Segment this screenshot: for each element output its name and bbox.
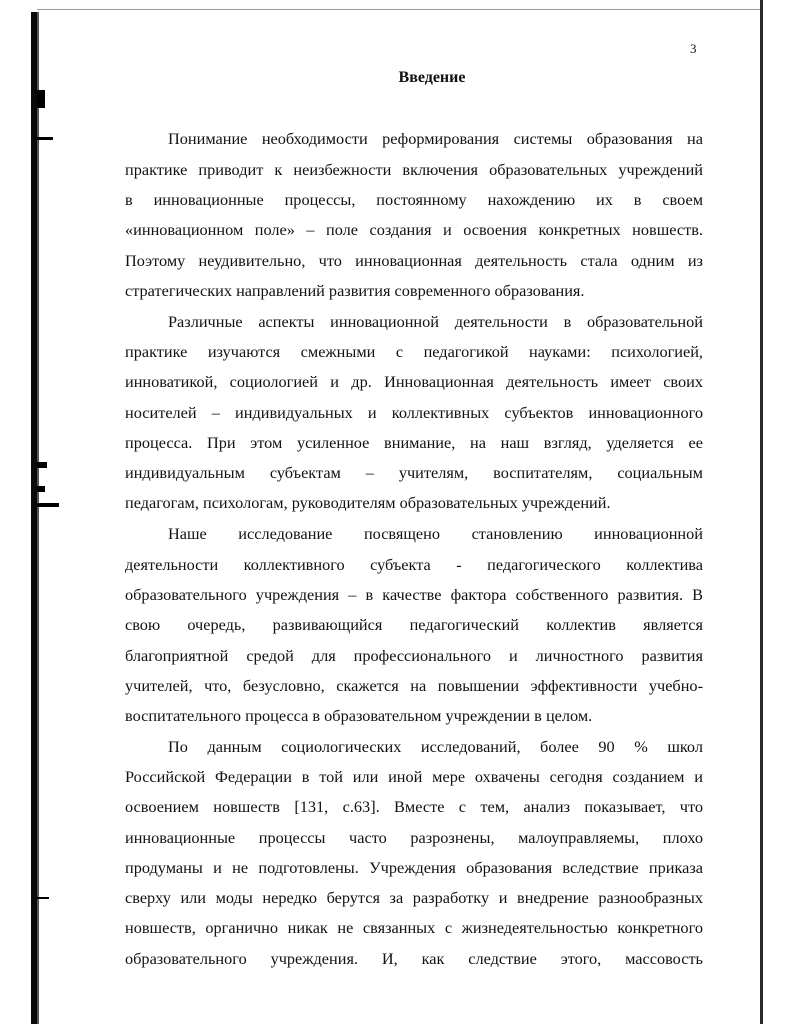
text-line: благоприятной средой для профессионального и личностного развития bbox=[125, 646, 703, 665]
text-line: Различные аспекты инновационной деятельности в образовательной bbox=[168, 312, 703, 331]
scan-artifact bbox=[37, 897, 49, 899]
scan-artifact bbox=[37, 503, 59, 507]
text-line: воспитательного процесса в образовательном учреждении в целом. bbox=[125, 706, 593, 725]
text-line: практике приводит к неизбежности включения образовательных учреждений bbox=[125, 160, 703, 179]
text-line: деятельности коллективного субъекта - педагогического коллектива bbox=[125, 555, 703, 574]
text-line: учителей, что, безусловно, скажется на повышении эффективности учебно- bbox=[125, 676, 703, 695]
text-line: По данным социологических исследований, более 90 % школ bbox=[168, 737, 703, 756]
text-line: педагогам, психологам, руководителям образовательных учреждений. bbox=[125, 493, 611, 512]
scan-right-border bbox=[760, 0, 763, 1024]
scan-artifact bbox=[37, 486, 45, 492]
text-line: практике изучаются смежными с педагогикой науками: психологией, bbox=[125, 342, 703, 361]
scan-top-edge bbox=[37, 9, 760, 10]
text-line: инновационные процессы часто разрознены, малоуправляемы, плохо bbox=[125, 828, 703, 847]
text-line: продуманы и не подготовлены. Учреждения образования вследствие приказа bbox=[125, 858, 703, 877]
scan-left-border-shadow bbox=[37, 12, 39, 1024]
text-line: сверху или моды нередко берутся за разработку и внедрение разнообразных bbox=[125, 888, 703, 907]
text-line: свою очередь, развивающийся педагогический коллектив является bbox=[125, 615, 703, 634]
text-line: процесса. При этом усиленное внимание, на наш взгляд, уделяется ее bbox=[125, 433, 703, 452]
page-number: 3 bbox=[690, 41, 697, 56]
scan-artifact bbox=[37, 137, 53, 140]
text-line: новшеств, органично никак не связанных с жизнедеятельностью конкретного bbox=[125, 918, 703, 937]
text-line: образовательного учреждения – в качестве фактора собственного развития. В bbox=[125, 585, 703, 604]
text-line: индивидуальным субъектам – учителям, воспитателям, социальным bbox=[125, 463, 703, 482]
text-line: «инновационном поле» – поле создания и освоения конкретных новшеств. bbox=[125, 220, 703, 239]
text-line: Наше исследование посвящено становлению инновационной bbox=[168, 524, 703, 543]
text-line: Поэтому неудивительно, что инновационная деятельность стала одним из bbox=[125, 251, 703, 270]
scan-artifact bbox=[37, 462, 47, 468]
text-line: образовательного учреждения. И, как следствие этого, массовость bbox=[125, 949, 703, 968]
page-title: Введение bbox=[398, 69, 466, 86]
text-line: освоением новшеств [131, с.63]. Вместе с тем, анализ показывает, что bbox=[125, 797, 703, 816]
text-line: в инновационные процессы, постоянному нахождению их в своем bbox=[125, 190, 703, 209]
text-line: инноватикой, социологией и др. Инновационная деятельность имеет своих bbox=[125, 372, 703, 391]
text-line: стратегических направлений развития современного образования. bbox=[125, 281, 585, 300]
text-line: Понимание необходимости реформирования системы образования на bbox=[168, 129, 703, 148]
text-line: носителей – индивидуальных и коллективных субъектов инновационного bbox=[125, 403, 703, 422]
text-line: Российской Федерации в той или иной мере охвачены сегодня созданием и bbox=[125, 767, 703, 786]
scan-artifact bbox=[37, 90, 45, 108]
